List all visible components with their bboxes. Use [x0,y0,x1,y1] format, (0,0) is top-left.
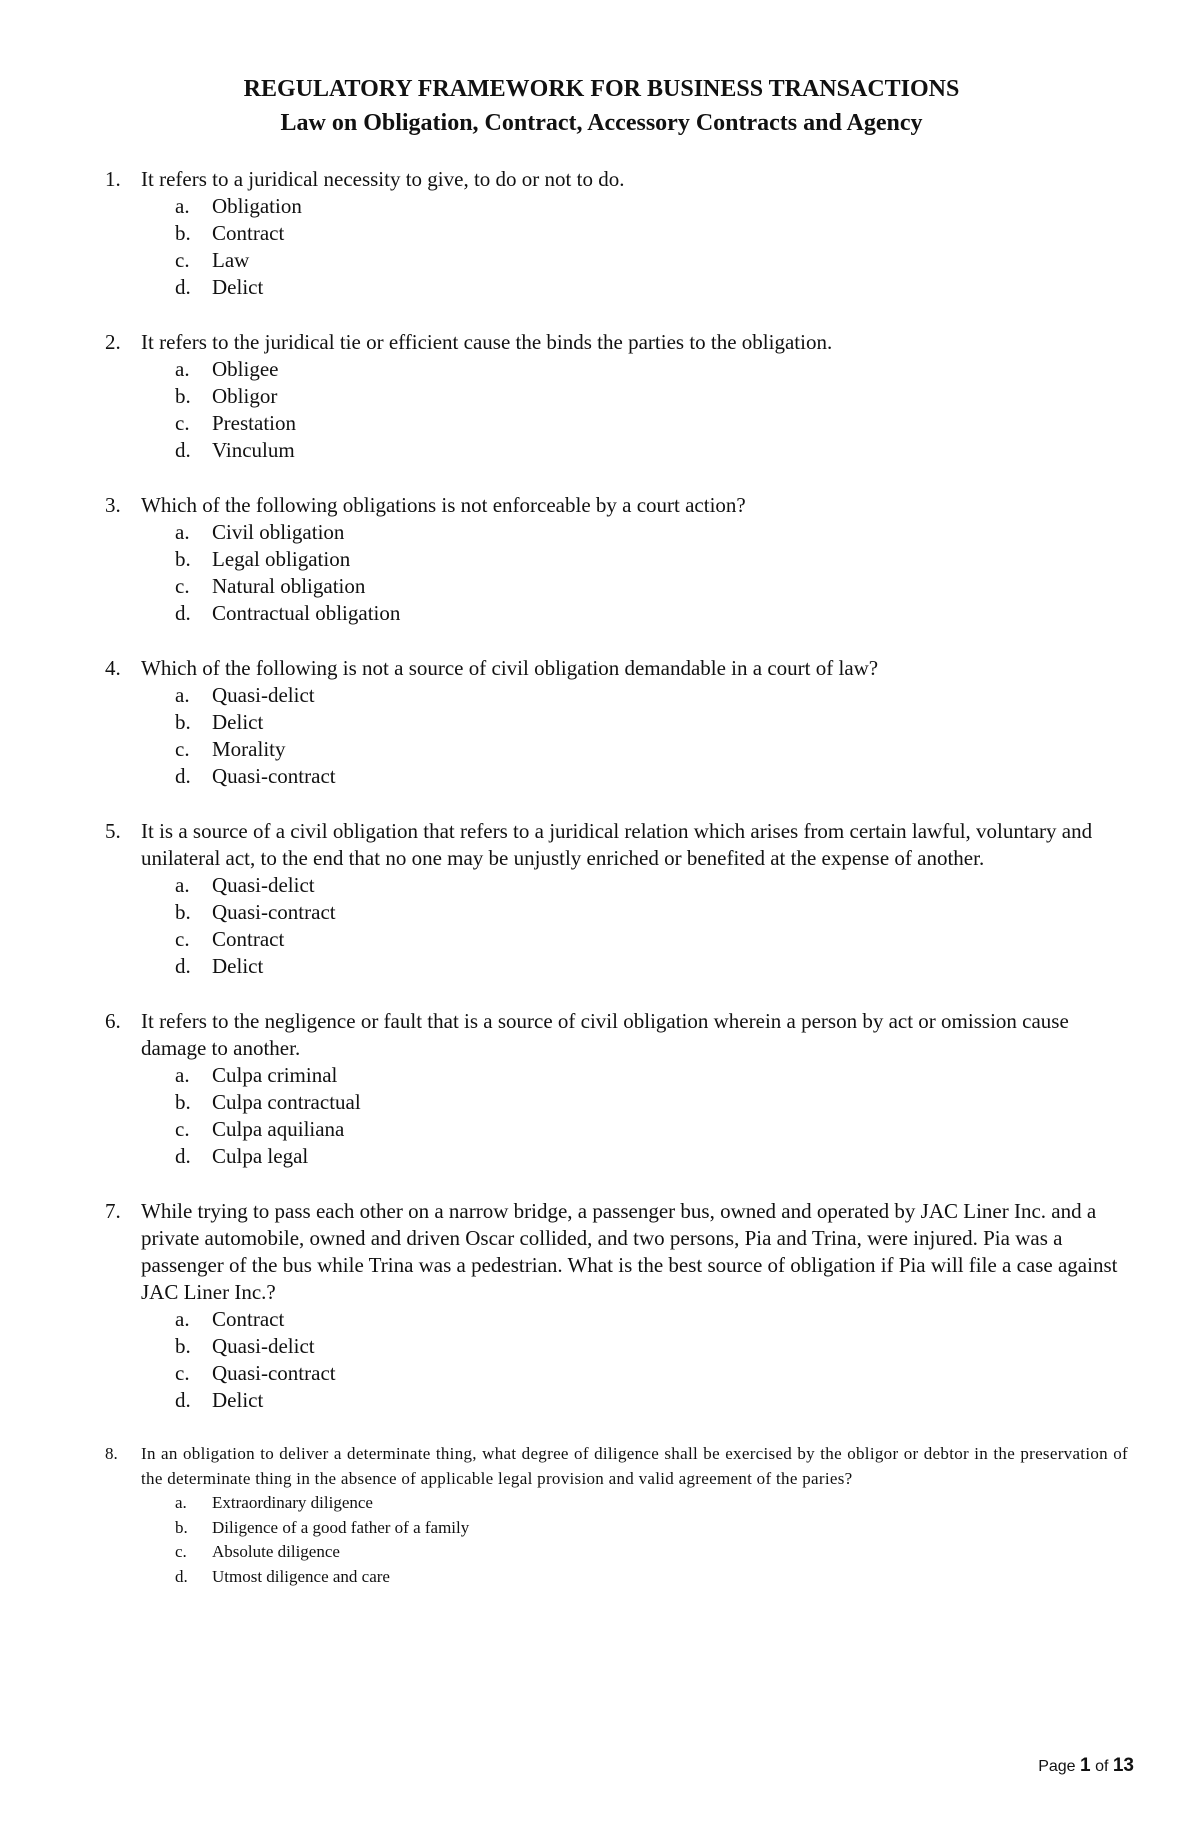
option-text: Contract [212,221,285,245]
option-text: Prestation [212,411,296,435]
question-number: 6. [105,1009,121,1033]
current-page-number: 1 [1080,1755,1091,1776]
document-title: REGULATORY FRAMEWORK FOR BUSINESS TRANSACTIONS [243,76,960,102]
option-c [175,1540,1128,1565]
option-a [175,872,1128,899]
option-text: Quasi-contract [212,764,336,788]
question-text: Which of the following obligations is not enforceable by a court action? [141,493,746,517]
question-text: While trying to pass each other on a narrow bridge, a passenger bus, owned and operated by JAC Liner Inc. and a private automobile, owned and driven Oscar collided, and two persons, Pia and Trina, were injured. Pia was a passenger of the bus while Trina was a pedestrian. What is the best source of obligation if Pia will file a case against JAC Liner Inc.? [141,1199,1118,1304]
option-letter: c. [175,927,190,951]
page-footer [1038,1755,1134,1777]
question-7 [101,1198,1128,1414]
option-letter: a. [175,520,190,544]
option-letter: b. [175,1517,188,1537]
question-number: 8. [105,1444,118,1463]
option-letter: b. [175,384,191,408]
option-letter: c. [175,1361,190,1385]
option-d [175,1387,1128,1414]
option-letter: d. [175,954,191,978]
option-list [141,1306,1128,1414]
option-text: Delict [212,275,264,299]
option-text: Absolute diligence [212,1542,340,1561]
option-d [175,1143,1128,1170]
option-b [175,709,1128,736]
question-number: 4. [105,656,121,680]
option-letter: c. [175,1542,187,1561]
question-number: 3. [105,493,121,517]
question-number: 2. [105,330,121,354]
option-text: Culpa contractual [212,1090,361,1114]
option-text: Utmost diligence and care [212,1566,390,1586]
option-list [141,682,1128,790]
option-letter: b. [175,900,191,924]
option-letter: b. [175,1334,191,1358]
option-letter: b. [175,221,191,245]
option-text: Law [212,248,250,272]
option-d [175,274,1128,301]
option-text: Diligence of a good father of a family [212,1517,470,1537]
option-letter: d. [175,1388,191,1412]
option-d [175,600,1128,627]
option-letter: a. [175,194,190,218]
option-letter: d. [175,764,191,788]
of-label: of [1095,1758,1109,1775]
question-text: It is a source of a civil obligation that refers to a juridical relation which arises from certain lawful, voluntary and unilateral act, to the end that no one may be unjustly enriched or benefited at the expense of another. [141,819,1093,870]
option-letter: b. [175,547,191,571]
option-letter: c. [175,248,190,272]
question-number: 1. [105,167,121,191]
option-list [141,356,1128,464]
option-b [175,1333,1128,1360]
option-a [175,519,1128,546]
option-text: Culpa aquiliana [212,1117,345,1141]
option-list [141,193,1128,301]
option-c [175,573,1128,600]
option-text: Obligation [212,194,302,218]
option-text: Delict [212,710,264,734]
option-letter: c. [175,1117,190,1141]
option-text: Quasi-contract [212,900,336,924]
document-subtitle: Law on Obligation, Contract, Accessory Contracts and Agency [280,110,923,136]
option-b [175,899,1128,926]
option-b [175,220,1128,247]
option-letter: a. [175,357,190,381]
question-number: 7. [105,1199,121,1223]
option-d [175,953,1128,980]
option-b [175,383,1128,410]
option-c [175,1116,1128,1143]
question-8 [101,1442,1128,1589]
option-letter: d. [175,438,191,462]
option-c [175,926,1128,953]
option-c [175,736,1128,763]
option-letter: a. [175,683,190,707]
option-text: Obligee [212,357,279,381]
option-letter: a. [175,1493,187,1512]
question-4 [101,655,1128,790]
option-text: Contractual obligation [212,601,401,625]
option-a [175,1306,1128,1333]
question-6 [101,1008,1128,1170]
option-letter: c. [175,574,190,598]
option-text: Civil obligation [212,520,345,544]
option-a [175,1491,1128,1516]
page-label: Page [1038,1758,1076,1775]
option-list [141,1491,1128,1589]
question-text: Which of the following is not a source of civil obligation demandable in a court of law? [141,656,879,680]
option-letter: d. [175,275,191,299]
option-text: Delict [212,954,264,978]
option-a [175,356,1128,383]
question-text: In an obligation to deliver a determinate thing, what degree of diligence shall be exercised by the obligor or debtor in the preservation of the determinate thing in the absence of applicable legal provision and valid agreement of the paries? [141,1444,1128,1488]
option-b [175,1089,1128,1116]
question-text: It refers to the negligence or fault that is a source of civil obligation wherein a person by act or omission cause damage to another. [141,1009,1069,1060]
option-letter: c. [175,411,190,435]
option-text: Legal obligation [212,547,351,571]
option-text: Quasi-delict [212,1334,315,1358]
total-page-count: 13 [1112,1755,1134,1776]
option-letter: a. [175,873,190,897]
option-text: Obligor [212,384,278,408]
option-c [175,410,1128,437]
option-letter: a. [175,1307,190,1331]
option-text: Vinculum [212,438,295,462]
option-text: Natural obligation [212,574,366,598]
option-c [175,247,1128,274]
question-2 [101,329,1128,464]
option-list [141,1062,1128,1170]
option-text: Morality [212,737,286,761]
option-d [175,763,1128,790]
option-text: Contract [212,1307,285,1331]
option-text: Culpa legal [212,1144,309,1168]
option-b [175,546,1128,573]
option-d [175,437,1128,464]
question-text: It refers to a juridical necessity to give, to do or not to do. [141,167,625,191]
option-letter: c. [175,737,190,761]
option-list [141,519,1128,627]
option-b [175,1516,1128,1541]
option-text: Culpa criminal [212,1063,338,1087]
option-text: Extraordinary diligence [212,1493,373,1512]
question-1 [101,166,1128,301]
option-letter: d. [175,1566,188,1586]
option-letter: b. [175,1090,191,1114]
option-a [175,193,1128,220]
option-list [141,872,1128,980]
option-letter: a. [175,1063,190,1087]
question-text: It refers to the juridical tie or efficient cause the binds the parties to the obligation. [141,330,833,354]
option-letter: d. [175,1144,191,1168]
option-text: Quasi-delict [212,873,315,897]
question-5 [101,818,1128,980]
document-header [101,72,1102,140]
option-c [175,1360,1128,1387]
option-letter: d. [175,601,191,625]
option-a [175,682,1128,709]
option-d [175,1565,1128,1590]
option-text: Delict [212,1388,264,1412]
option-a [175,1062,1128,1089]
option-text: Contract [212,927,285,951]
option-letter: b. [175,710,191,734]
question-3 [101,492,1128,627]
option-text: Quasi-contract [212,1361,336,1385]
option-text: Quasi-delict [212,683,315,707]
question-number: 5. [105,819,121,843]
question-list [101,166,1128,1589]
